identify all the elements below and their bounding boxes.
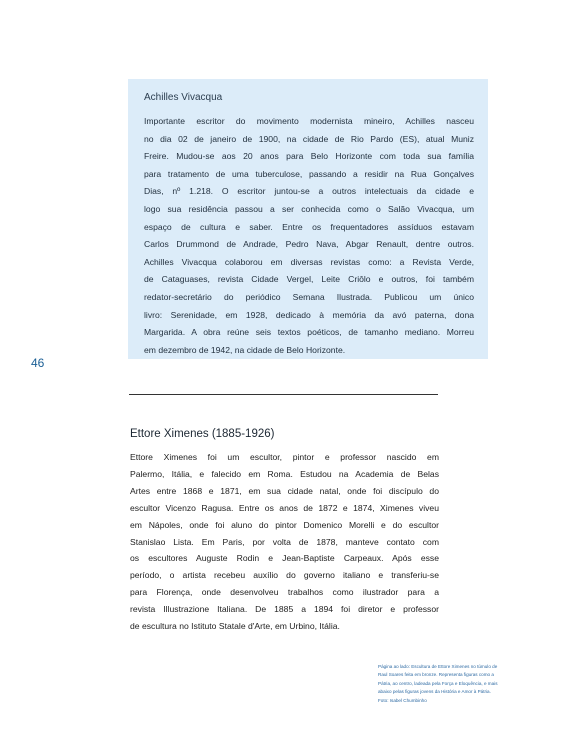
body-line: período, o artista recebeu auxílio do governo italiano e transferiu-se	[130, 570, 439, 581]
body-line: escultor Vicenzo Ragusa. Entre os anos de 1872 e 1874, Ximenes viveu	[130, 502, 439, 513]
box-line: para tratamento de uma tuberculose, passando a residir na Rua Gonçalves	[144, 168, 474, 179]
box-line: Achilles Vivacqua colaborou em diversas revistas como: a Revista Verde,	[144, 256, 474, 267]
box-line: Freire. Mudou-se aos 20 anos para Belo Horizonte com toda sua família	[144, 151, 474, 162]
box-line: de Cataguases, revista Cidade Vergel, Leite Criôlo e outros, foi também	[144, 274, 474, 285]
body-line: em Nápoles, onde foi aluno do pintor Domenico Morelli e do escultor	[130, 519, 439, 530]
box-line: Carlos Drummond de Andrade, Pedro Nava, Abgar Renault, dentre outros.	[144, 239, 474, 250]
body-line: de escultura no Istituto Statale d'Arte, em Urbino, Itália.	[130, 621, 340, 632]
box-body	[144, 113, 474, 359]
caption-line: Foto: Isabel Chumbinho	[378, 697, 427, 703]
box-line: redator-secretário do periódico Semana Ilustrada. Publicou um único	[144, 291, 474, 302]
caption-line: Página ao lado: Escultura de Ettore Ximenes no túmulo de	[378, 664, 498, 669]
section-divider	[129, 394, 438, 395]
body-line: Palermo, Itália, e falecido em Roma. Estudou na Academia de Belas	[130, 468, 439, 479]
body-line: para Florença, onde desenvolveu trabalhos como ilustrador para a	[130, 587, 439, 598]
body-line: Stanislao Lista. Em Paris, por volta de 1878, manteve contato com	[130, 536, 439, 547]
box-title: Achilles Vivacqua	[144, 92, 223, 103]
section-body	[130, 449, 439, 635]
photo-caption	[378, 663, 543, 705]
box-line: em dezembro de 1942, na cidade de Belo Horizonte.	[144, 344, 346, 355]
section-title: Ettore Ximenes (1885-1926)	[130, 428, 275, 440]
body-line: revista Illustrazione Italiana. De 1885 a 1894 foi diretor e professor	[130, 604, 439, 615]
body-line: Artes entre 1868 e 1871, em sua cidade natal, onde foi discípulo do	[130, 485, 439, 496]
caption-line: abaixo pelas figuras jovens da História e Amor à Pátria.	[378, 689, 491, 695]
biography-box	[128, 79, 488, 359]
box-line: Importante escritor do movimento modernista mineiro, Achilles nasceu	[144, 116, 474, 126]
box-line: livro: Serenidade, em 1928, dedicado à memória da avó paterna, dona	[144, 309, 474, 320]
page-number: 46	[31, 356, 45, 370]
box-line: Margarida. A obra reúne seis textos poéticos, de tamanho mediano. Morreu	[144, 327, 474, 338]
box-line: Dias, nº 1.218. O escritor juntou-se a outros intelectuais da cidade e	[144, 186, 474, 197]
body-line: os escultores Auguste Rodin e Jean-Baptiste Carpeaux. Após esse	[130, 553, 439, 564]
box-line: logo sua residência passou a ser conhecida como o Salão Vivacqua, um	[144, 203, 474, 214]
caption-line: Raul Soares feita em bronze. Representa figuras como a	[378, 672, 494, 678]
box-line: no dia 02 de janeiro de 1900, na cidade de Rio Pardo (ES), atual Muniz	[144, 133, 474, 144]
body-line: Ettore Ximenes foi um escultor, pintor e professor nascido em	[130, 452, 439, 462]
caption-line: Pátria, ao centro, ladeada pela Força e Eloquência, e mais	[378, 680, 498, 686]
box-line: espaço de cultura e saber. Entre os frequentadores assíduos estavam	[144, 221, 474, 232]
